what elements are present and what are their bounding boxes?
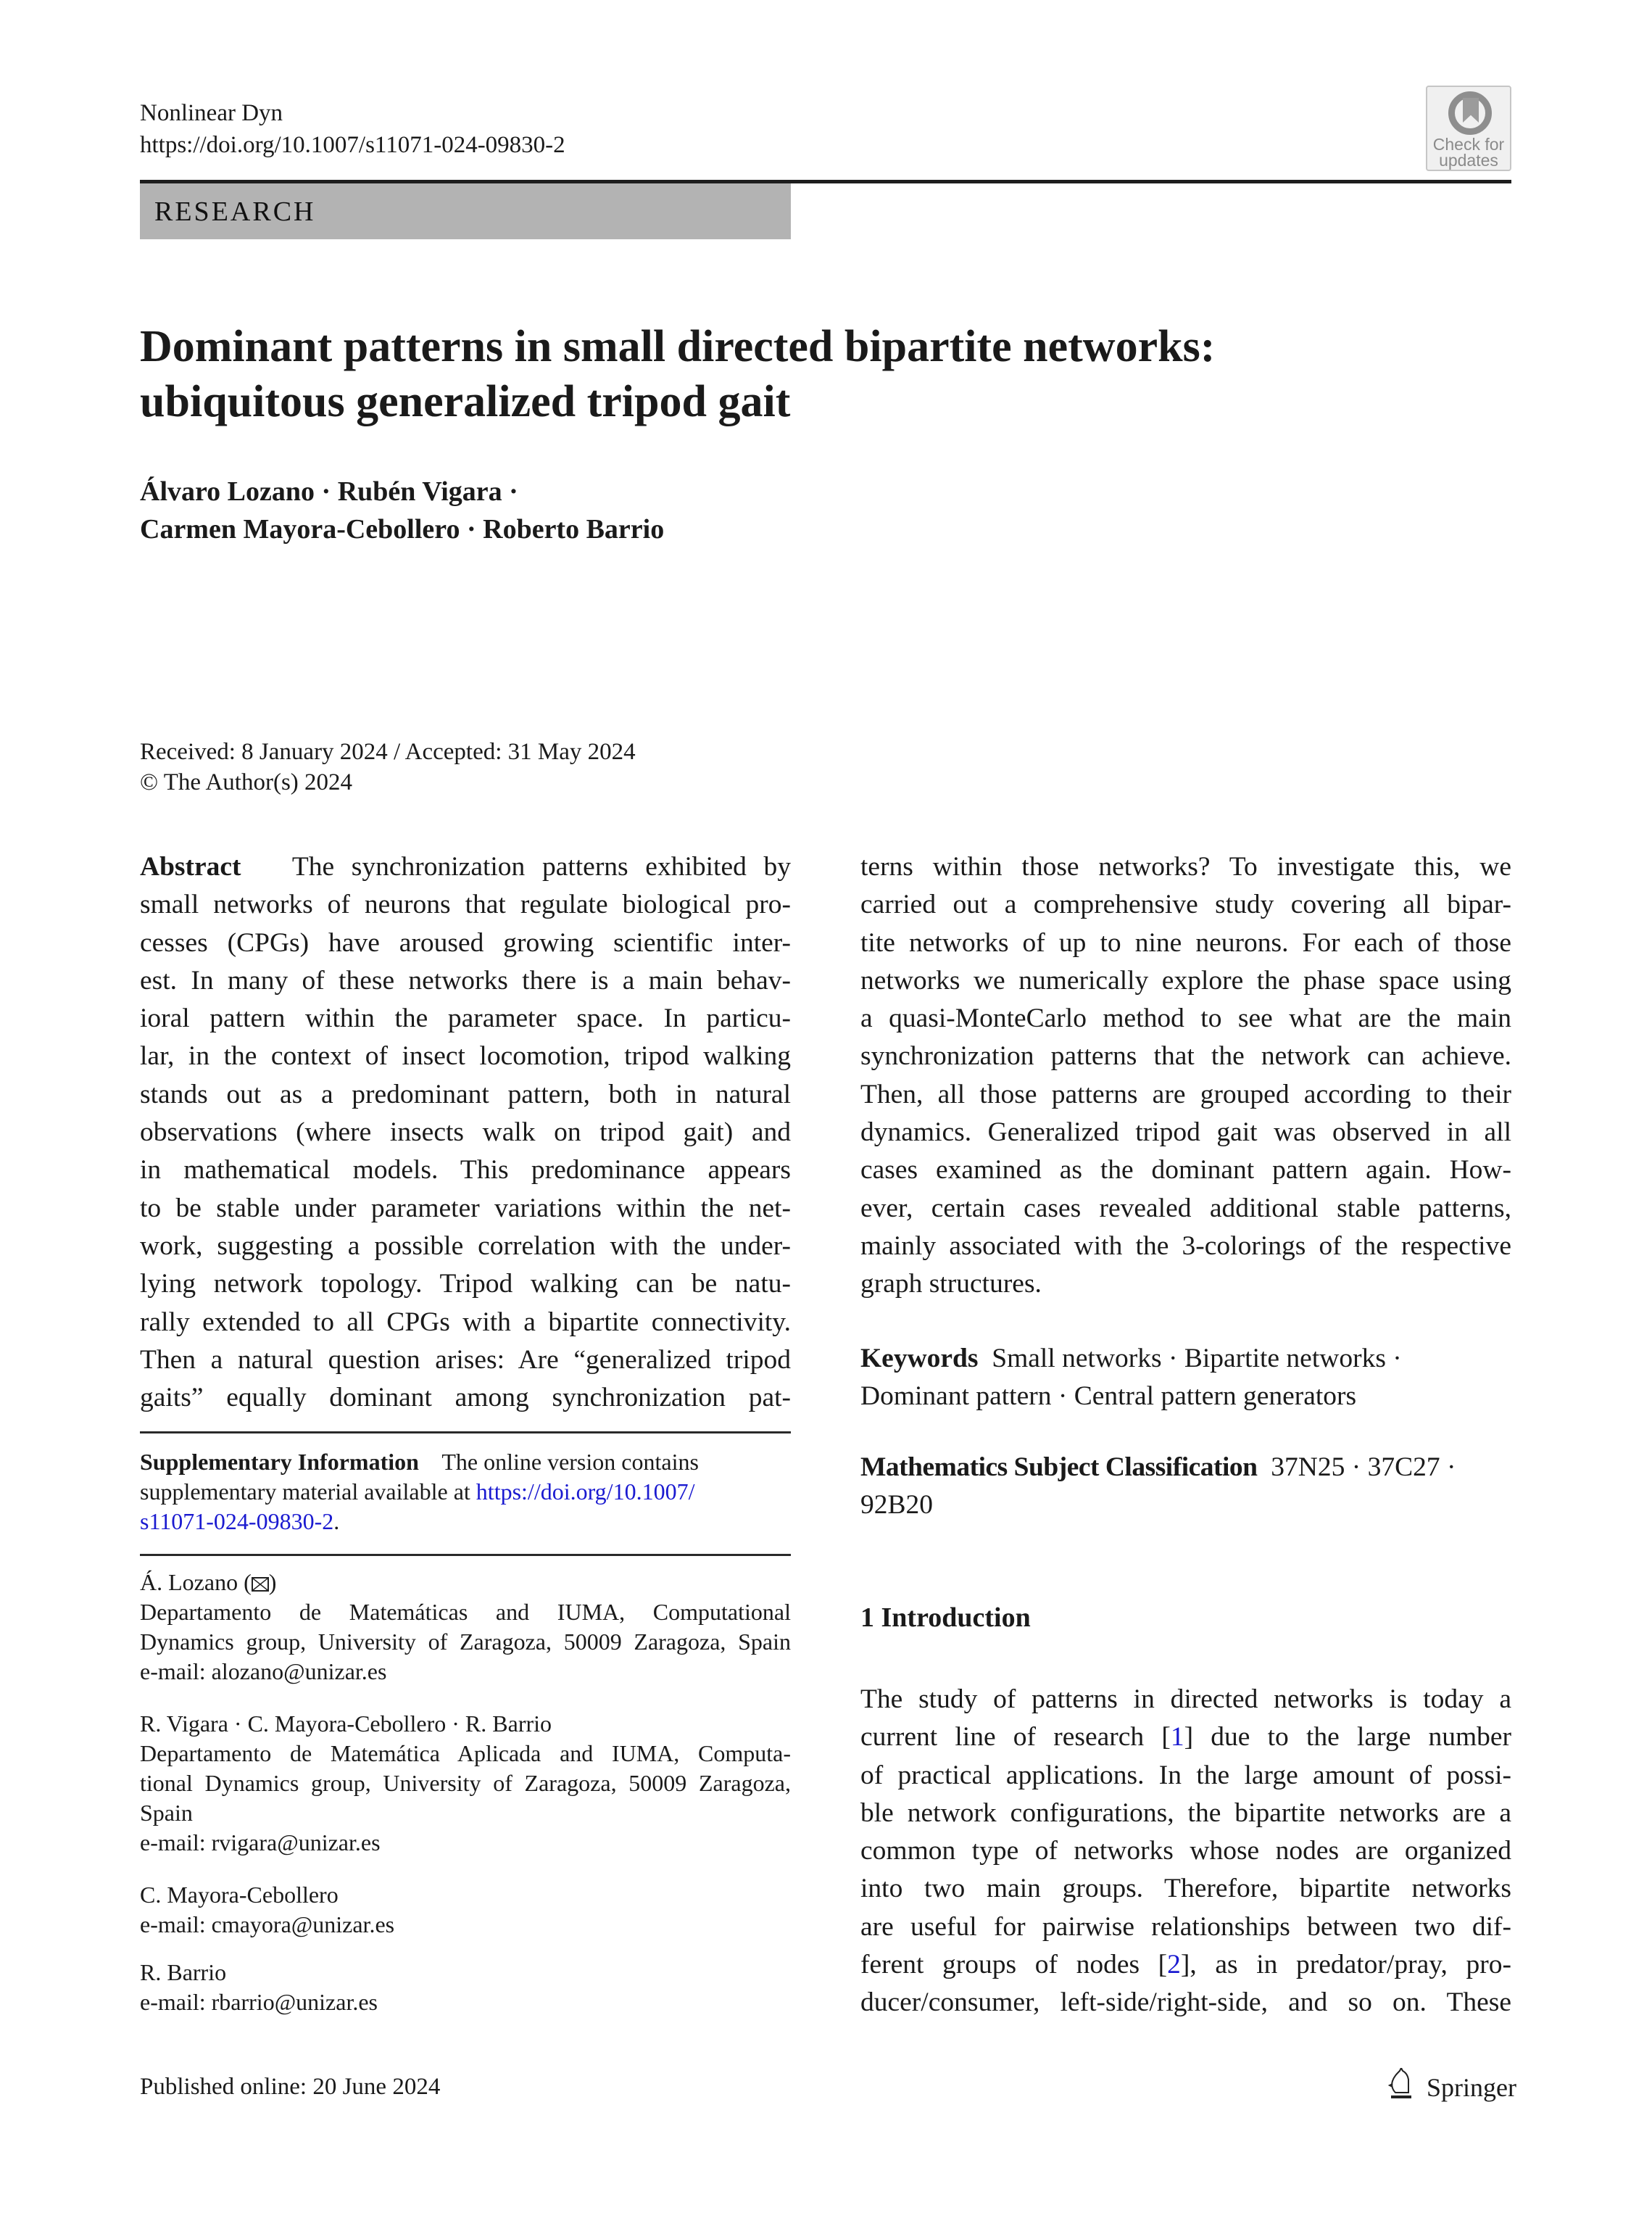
intro-line (860, 1718, 1511, 1756)
intro-text: ], as in predator/pray, pro- (1180, 1950, 1511, 1980)
intro-text: ] due to the large number (1184, 1722, 1511, 1753)
abstract-line: Then a natural question arises: Are “generalized tripod (140, 1344, 791, 1375)
affiliation-line: Spain (140, 1800, 193, 1826)
abstract-line: est. In many of these networks there is a main behav- (140, 965, 791, 996)
abstract-line: ioral pattern within the parameter space. In particu- (140, 1004, 791, 1034)
abstract-line: networks we numerically explore the phase space using (860, 965, 1511, 996)
supplementary-line-3 (140, 1507, 791, 1536)
abstract-line: gaits” equally dominant among synchronization pat- (140, 1383, 791, 1413)
msc-line-1 (860, 1449, 1511, 1486)
author-line-2: Carmen Mayora-Cebollero · Roberto Barrio (140, 514, 665, 545)
period: . (333, 1508, 340, 1534)
citation-link[interactable]: 1 (1170, 1722, 1184, 1753)
supplementary-line-2 (140, 1477, 791, 1507)
supplementary-line-1 (140, 1447, 791, 1477)
intro-line: are useful for pairwise relationships between two dif- (860, 1911, 1511, 1942)
abstract-line: to be stable under parameter variations within the net- (140, 1193, 791, 1223)
supplementary-text: supplementary material available at (140, 1478, 476, 1505)
abstract-line: tite networks of up to nine neurons. For each of those (860, 927, 1511, 958)
supplementary-label: Supplementary Information (140, 1449, 419, 1475)
affiliation-name: C. Mayora-Cebollero (140, 1882, 339, 1908)
abstract-line: graph structures. (860, 1269, 1042, 1299)
affiliation-barrio (140, 1958, 791, 2017)
title-line-1: Dominant patterns in small directed bipartite networks: (140, 322, 1216, 371)
msc-label: Mathematics Subject Classification (860, 1452, 1258, 1482)
supplementary-link[interactable]: s11071-024-09830-2 (140, 1508, 334, 1534)
affiliation-line: Dynamics group, University of Zaragoza, 50009 Zaragoza, Spain (140, 1629, 791, 1655)
supplementary-text: The online version contains (441, 1449, 699, 1475)
abstract-text: The synchronization patterns exhibited by (291, 852, 791, 882)
abstract-line: synchronization patterns that the network can achieve. (860, 1041, 1511, 1072)
abstract-line: lying network topology. Tripod walking can be natu- (140, 1269, 791, 1299)
abstract-line (140, 848, 791, 886)
abstract-label: Abstract (140, 852, 241, 882)
supplementary-link[interactable]: https://doi.org/10.1007/ (476, 1478, 695, 1505)
publisher-name: Springer (1427, 2073, 1516, 2102)
affiliation-line: tional Dynamics group, University of Zaragoza, 50009 Zaragoza, (140, 1770, 791, 1796)
msc-codes: 37N25 · 37C27 · (1271, 1452, 1456, 1482)
affiliation-name: R. Barrio (140, 1959, 227, 1985)
author-email[interactable]: e-mail: rbarrio@unizar.es (140, 1989, 378, 2015)
keywords (860, 1340, 1511, 1416)
abstract-line: mainly associated with the 3-colorings of the respective (860, 1230, 1511, 1261)
msc-classification (860, 1449, 1511, 1525)
badge-line-2: updates (1439, 151, 1498, 170)
abstract-line: cesses (CPGs) have aroused growing scientific inter- (140, 927, 791, 958)
abstract-line: observations (where insects walk on tripod gait) and (140, 1117, 791, 1148)
footnote-rule (140, 1431, 791, 1433)
abstract-line: stands out as a predominant pattern, both in natural (140, 1079, 791, 1109)
intro-text: current line of research [ (860, 1722, 1171, 1753)
abstract-line: carried out a comprehensive study covering all bipar- (860, 890, 1511, 920)
journal-name: Nonlinear Dyn (140, 100, 283, 126)
author-email[interactable]: e-mail: cmayora@unizar.es (140, 1911, 395, 1937)
intro-line: of practical applications. In the large amount of possi- (860, 1760, 1511, 1790)
affiliation-mayora (140, 1880, 791, 1940)
intro-text: ferent groups of nodes [ (860, 1950, 1168, 1980)
paren: ) (268, 1569, 277, 1595)
abstract-line: rally extended to all CPGs with a bipartite connectivity. (140, 1307, 791, 1337)
intro-line: The study of patterns in directed networks is today a (860, 1684, 1511, 1714)
affiliation-lozano (140, 1568, 791, 1687)
article-dates (140, 737, 636, 798)
section-label: RESEARCH (154, 196, 316, 227)
author-email[interactable]: e-mail: rvigara@unizar.es (140, 1829, 381, 1855)
abstract-line: lar, in the context of insect locomotion, tripod walking (140, 1041, 791, 1072)
affiliation-name (140, 1568, 791, 1597)
check-for-updates-text (1427, 136, 1510, 168)
affiliation-vigara-group (140, 1709, 791, 1858)
intro-line: ble network configurations, the bipartite networks are a (860, 1797, 1511, 1828)
intro-line (860, 1946, 1511, 1984)
title-line-2: ubiquitous generalized tripod gait (140, 377, 791, 426)
article-title (140, 319, 1517, 429)
citation-link[interactable]: 2 (1167, 1950, 1181, 1980)
affiliation-line: Departamento de Matemáticas and IUMA, Computational (140, 1599, 791, 1625)
article-doi[interactable]: https://doi.org/10.1007/s11071-024-09830-2 (140, 132, 565, 158)
received-accepted-dates: Received: 8 January 2024 / Accepted: 31 May 2024 (140, 739, 636, 765)
keywords-text: Small networks · Bipartite networks · (992, 1344, 1402, 1373)
abstract-right-column (860, 848, 1511, 1304)
abstract-line: a quasi-MonteCarlo method to see what are the main (860, 1004, 1511, 1034)
author-email[interactable]: e-mail: alozano@unizar.es (140, 1658, 387, 1684)
springer-horse-logo-icon (1388, 2068, 1414, 2100)
abstract-line: Then, all those patterns are grouped according to their (860, 1079, 1511, 1109)
author-line-1: Álvaro Lozano · Rubén Vigara · (140, 476, 518, 507)
keywords-line-1 (860, 1340, 1511, 1378)
abstract-line: cases examined as the dominant pattern again. How- (860, 1155, 1511, 1186)
abstract-line: work, suggesting a possible correlation with the under- (140, 1230, 791, 1261)
copyright-notice: © The Author(s) 2024 (140, 769, 353, 795)
abstract-line: dynamics. Generalized tripod gait was observed in all (860, 1117, 1511, 1148)
abstract-line: small networks of neurons that regulate biological pro- (140, 890, 791, 920)
abstract-line: terns within those networks? To investigate this, we (860, 852, 1511, 882)
affiliation-name: R. Vigara · C. Mayora-Cebollero · R. Barrio (140, 1710, 552, 1737)
affiliation-line: Departamento de Matemática Aplicada and IUMA, Computa- (140, 1740, 791, 1766)
badge-line-1: Check for (1432, 135, 1505, 154)
author-list (140, 473, 664, 548)
intro-line: common type of networks whose nodes are organized (860, 1836, 1511, 1866)
abstract-left-column (140, 848, 791, 1417)
affiliation-rule (140, 1554, 791, 1556)
abstract-line: ever, certain cases revealed additional stable patterns, (860, 1193, 1511, 1223)
section-label-bar (140, 183, 791, 239)
intro-line: into two main groups. Therefore, bipartite networks (860, 1874, 1511, 1904)
introduction-body (860, 1681, 1511, 2022)
abstract-line: in mathematical models. This predominance appears (140, 1155, 791, 1186)
envelope-icon[interactable] (252, 1577, 269, 1592)
keywords-line-2: Dominant pattern · Central pattern generators (860, 1381, 1357, 1412)
published-date: Published online: 20 June 2024 (140, 2074, 441, 2100)
msc-line-2: 92B20 (860, 1490, 934, 1520)
supplementary-info (140, 1447, 791, 1536)
keywords-label: Keywords (860, 1344, 979, 1373)
check-for-updates-badge[interactable] (1426, 86, 1511, 171)
section-heading-introduction: 1 Introduction (860, 1602, 1031, 1633)
author-name: Á. Lozano ( (140, 1569, 252, 1595)
intro-line: ducer/consumer, left-side/right-side, and so on. These (860, 1987, 1511, 2018)
